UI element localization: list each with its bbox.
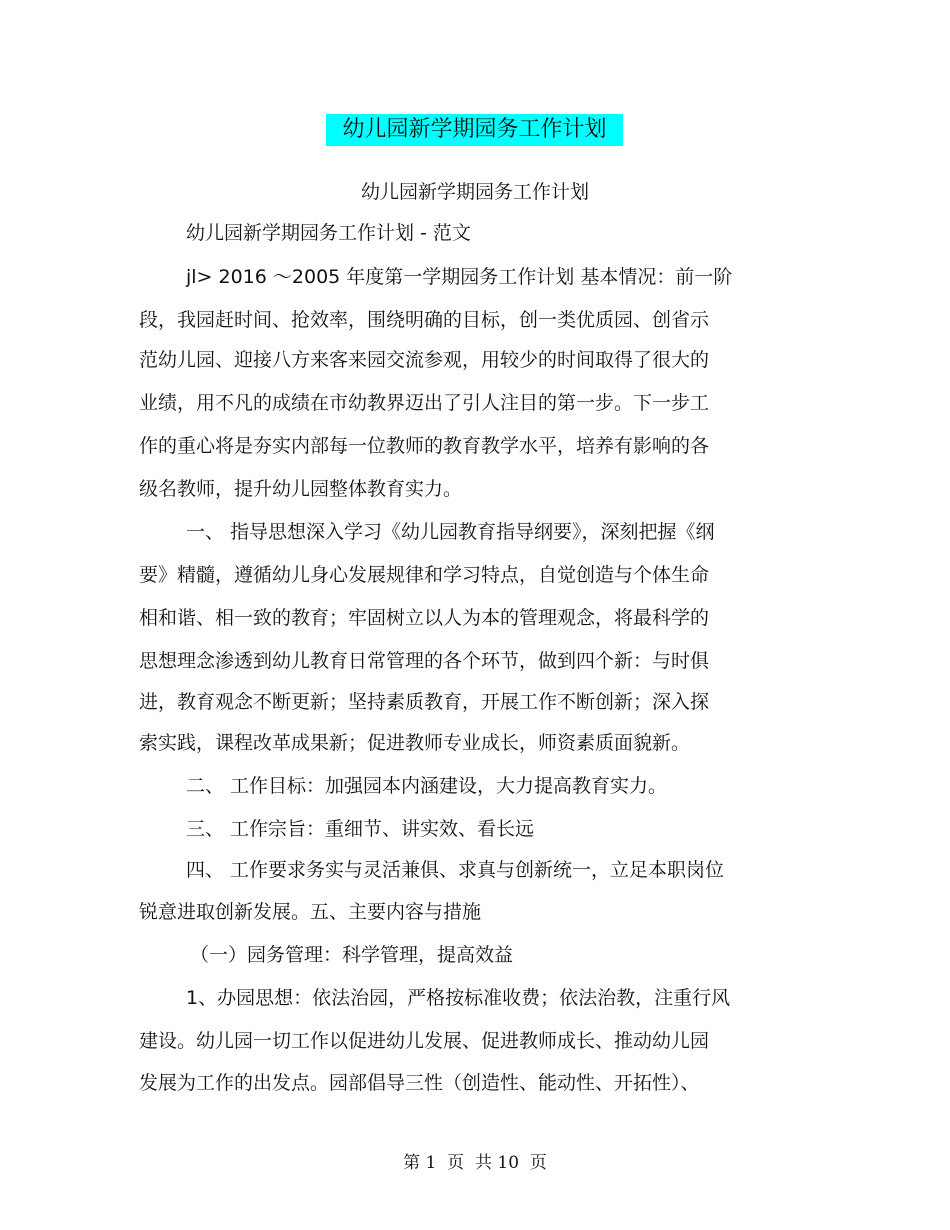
text-line: 段，我园赶时间、抢效率，围绕明确的目标，创一类优质园、创省示 xyxy=(139,309,710,331)
text-line: 进，教育观念不断更新；坚持素质教育，开展工作不断创新；深入探 xyxy=(139,691,710,713)
text-line: jl> 2016 ～2005 年度第一学期园务工作计划 基本情况：前一阶 xyxy=(186,266,733,288)
text-line: 一、 指导思想深入学习《幼儿园教育指导纲要》，深刻把握《纲 xyxy=(186,521,715,543)
text-line: （一）园务管理：科学管理，提高效益 xyxy=(190,944,514,966)
text-line: 锐意进取创新发展。五、主要内容与措施 xyxy=(139,901,482,923)
text-line: 发展为工作的出发点。园部倡导三性（创造性、能动性、开拓性）、 xyxy=(139,1072,700,1094)
text-line: 范幼儿园、迎接八方来客来园交流参观，用较少的时间取得了很大的 xyxy=(139,349,710,371)
text-line: 索实践，课程改革成果新；促进教师专业成长，师资素质面貌新。 xyxy=(139,732,691,754)
text-line: 要》精髓，遵循幼儿身心发展规律和学习特点，自觉创造与个体生命 xyxy=(139,564,710,586)
document-subtitle: 幼儿园新学期园务工作计划 xyxy=(360,181,589,203)
text-line: 幼儿园新学期园务工作计划 - 范文 xyxy=(186,222,471,244)
text-line: 作的重心将是夯实内部每一位教师的教育教学水平，培养有影响的各 xyxy=(139,435,710,457)
text-line: 二、 工作目标：加强园本内涵建设，大力提高教育实力。 xyxy=(186,775,668,797)
text-line: 业绩，用不凡的成绩在市幼教界迈出了引人注目的第一步。下一步工 xyxy=(139,392,710,414)
page-number-footer: 第 1 页 共 10 页 xyxy=(403,1153,547,1173)
text-line: 三、 工作宗旨：重细节、讲实效、看长远 xyxy=(186,818,535,840)
text-line: 四、 工作要求务实与灵活兼俱、求真与创新统一，立足本职岗位 xyxy=(186,859,725,881)
text-line: 相和谐、相一致的教育；牢固树立以人为本的管理观念，将最科学的 xyxy=(139,607,710,629)
document-title: 幼儿园新学期园务工作计划 xyxy=(342,117,607,142)
text-line: 1、办园思想：依法治园，严格按标准收费；依法治教，注重行风 xyxy=(186,987,731,1009)
text-line: 思想理念渗透到幼儿教育日常管理的各个环节，做到四个新：与时俱 xyxy=(139,650,710,672)
text-line: 级名教师，提升幼儿园整体教育实力。 xyxy=(139,478,463,500)
text-line: 建设。幼儿园一切工作以促进幼儿发展、促进教师成长、推动幼儿园 xyxy=(139,1030,710,1052)
